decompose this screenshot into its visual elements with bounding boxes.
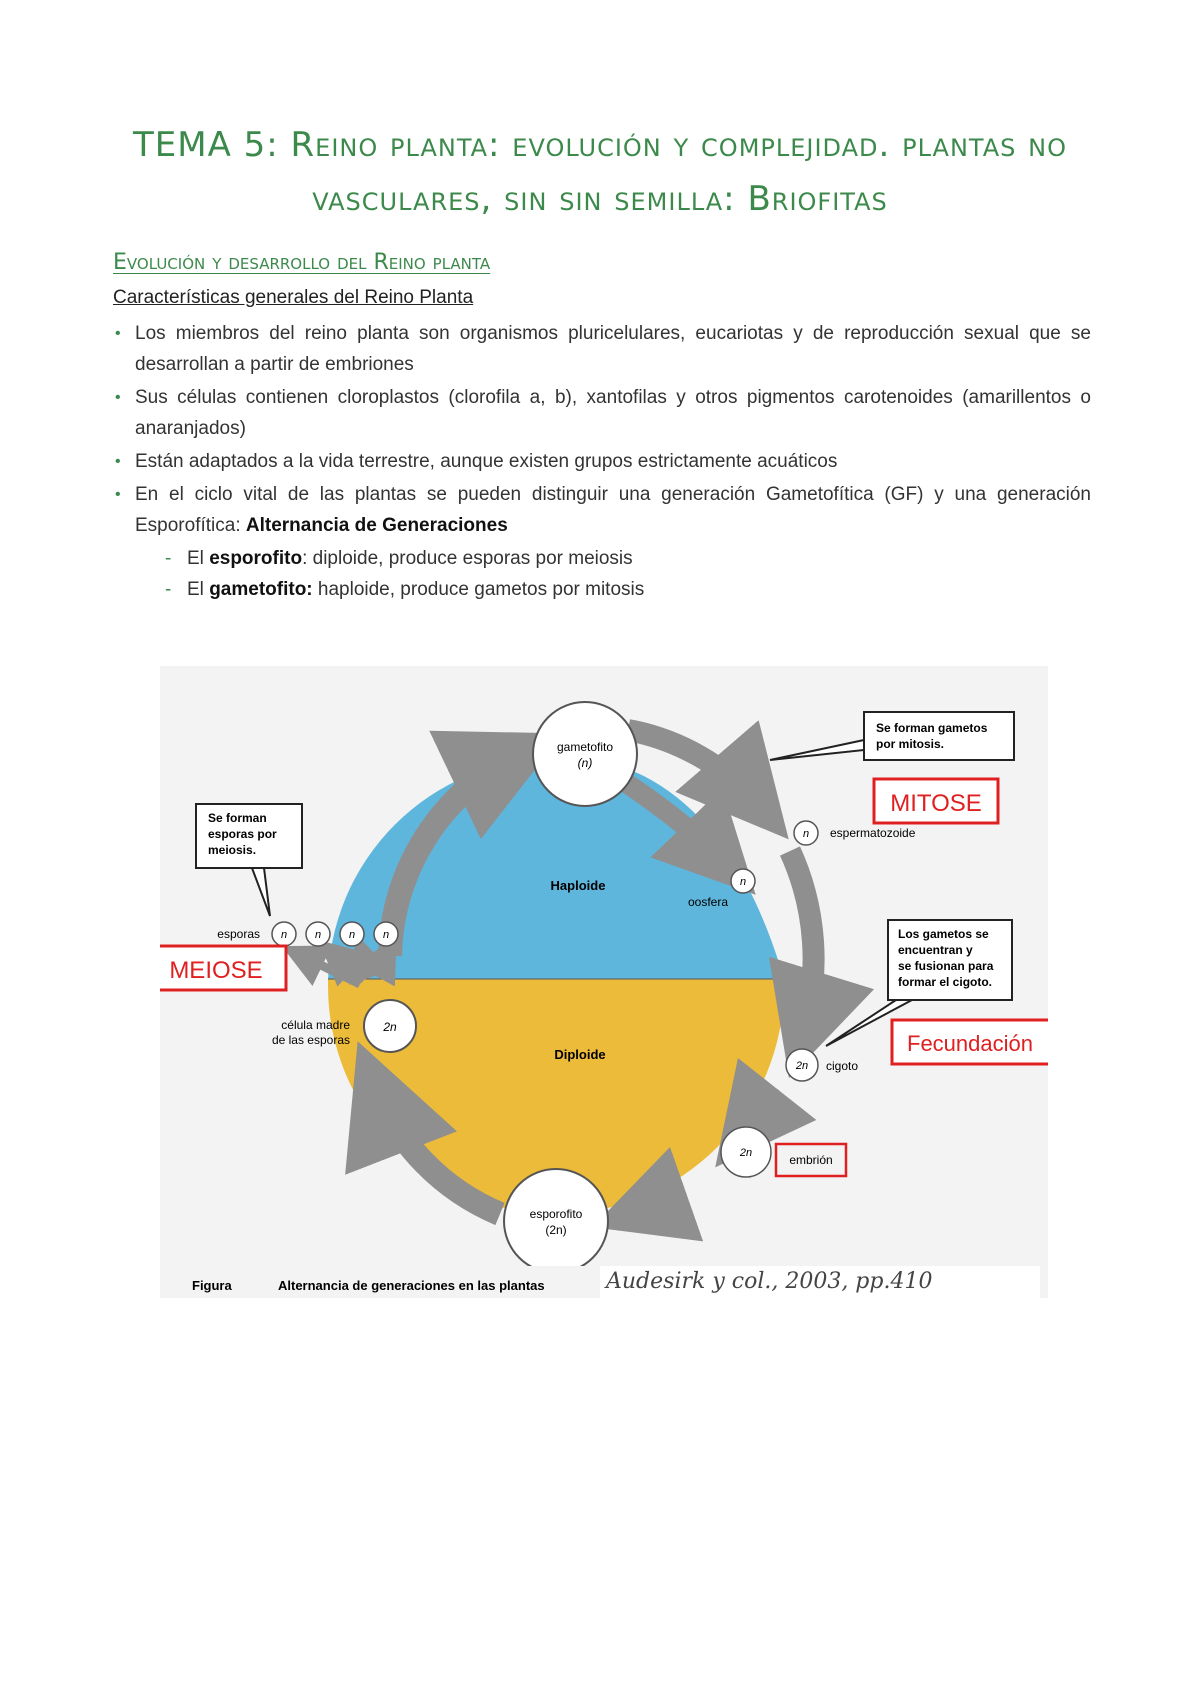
page-title-line2: vasculares, sin sin semilla: Briofitas [312, 179, 888, 219]
svg-text:n: n [314, 929, 322, 941]
svg-text:n: n [802, 828, 810, 840]
esporofito-node [504, 1169, 608, 1273]
svg-text:meiosis.: meiosis. [208, 843, 257, 857]
svg-text:2n: 2n [795, 1060, 809, 1072]
sub-list-item: - El esporofito: diploide, produce esporas por meiosis [163, 543, 1091, 574]
cycle-arrow [630, 1201, 660, 1214]
svg-text:esporas por: esporas por [208, 827, 277, 841]
haploid-label: Haploide [550, 878, 606, 893]
dash-icon: - [165, 548, 172, 569]
gametofito-ploidy: (n) [577, 756, 593, 770]
esporas-label: esporas [217, 927, 260, 941]
svg-text:n: n [348, 929, 356, 941]
diploid-label: Diploide [554, 1047, 606, 1062]
svg-text:formar el cigoto.: formar el cigoto. [898, 975, 993, 989]
page-title [0, 118, 1200, 226]
svg-text:2n: 2n [739, 1147, 753, 1159]
svg-text:se fusionan para: se fusionan para [898, 959, 994, 973]
list-item: • Sus células contienen cloroplastos (clorofila a, b), xantofilas y otros pigmentos carotenoides (amarillentos o anaranjados) [113, 382, 1091, 444]
svg-text:por mitosis.: por mitosis. [876, 737, 945, 751]
svg-text:2n: 2n [383, 1020, 397, 1034]
list-item: • En el ciclo vital de las plantas se pueden distinguir una generación Gametofítica (GF) y una generación Esporofítica: Alternancia de Generaciones - El esporofito: diploide, produce esporas por meiosis - El gametofito: haploide, produce gametos por mitosis [113, 479, 1091, 605]
life-cycle-diagram [160, 666, 1048, 1298]
life-cycle-figure [160, 666, 1048, 1298]
bullet-icon: • [115, 389, 121, 406]
svg-text:encuentran y: encuentran y [898, 943, 973, 957]
bullet-icon: • [115, 486, 121, 503]
bullet-icon: • [115, 453, 121, 470]
citation: Audesirk y col., 2003, pp.410 [606, 1269, 933, 1294]
svg-text:n: n [739, 876, 747, 888]
list-item: • Los miembros del reino planta son organismos pluricelulares, eucariotas y de reproducción sexual que se desarrollan a partir de embriones [113, 318, 1091, 380]
subheading: Características generales del Reino Planta [113, 287, 474, 308]
svg-text:n: n [280, 929, 288, 941]
mitose-label: MITOSE [890, 790, 982, 817]
celula-madre-label-1: célula madre [281, 1018, 350, 1032]
svg-text:Se forman gametos: Se forman gametos [876, 721, 988, 735]
sub-list [135, 543, 1091, 605]
esporofito-label: esporofito [529, 1207, 583, 1221]
cigoto-label: cigoto [826, 1059, 859, 1073]
svg-text:Se forman: Se forman [208, 811, 267, 825]
caption-text: Alternancia de generaciones en las plantas [278, 1278, 545, 1293]
embrion-label: embrión [789, 1153, 833, 1167]
celula-madre-label-2: de las esporas [271, 1033, 350, 1047]
callout-gametos [770, 712, 1014, 760]
section-heading: Evolución y desarrollo del Reino planta [113, 250, 491, 275]
esporofito-ploidy: (2n) [545, 1223, 567, 1237]
svg-text:Los gametos se: Los gametos se [898, 927, 989, 941]
gametofito-label: gametofito [556, 740, 614, 754]
espermatozoide-label: espermatozoide [830, 826, 916, 840]
fecundacion-label: Fecundación [907, 1031, 1033, 1056]
list-item: • Están adaptados a la vida terrestre, aunque existen grupos estrictamente acuáticos [113, 446, 1091, 477]
sub-list-item: - El gametofito: haploide, produce gametos por mitosis [163, 574, 1091, 605]
caption-figura: Figura [192, 1278, 232, 1293]
bullet-icon: • [115, 325, 121, 342]
oosfera-label: oosfera [687, 895, 729, 909]
dash-icon: - [165, 579, 172, 600]
page-title-line1: TEMA 5: Reino planta: evolución y complejidad. plantas no [132, 125, 1067, 165]
svg-text:n: n [382, 929, 390, 941]
bullet-list [113, 318, 1091, 607]
callout-esporas [196, 804, 302, 916]
gametofito-node [533, 702, 637, 806]
meiose-label: MEIOSE [169, 957, 263, 984]
